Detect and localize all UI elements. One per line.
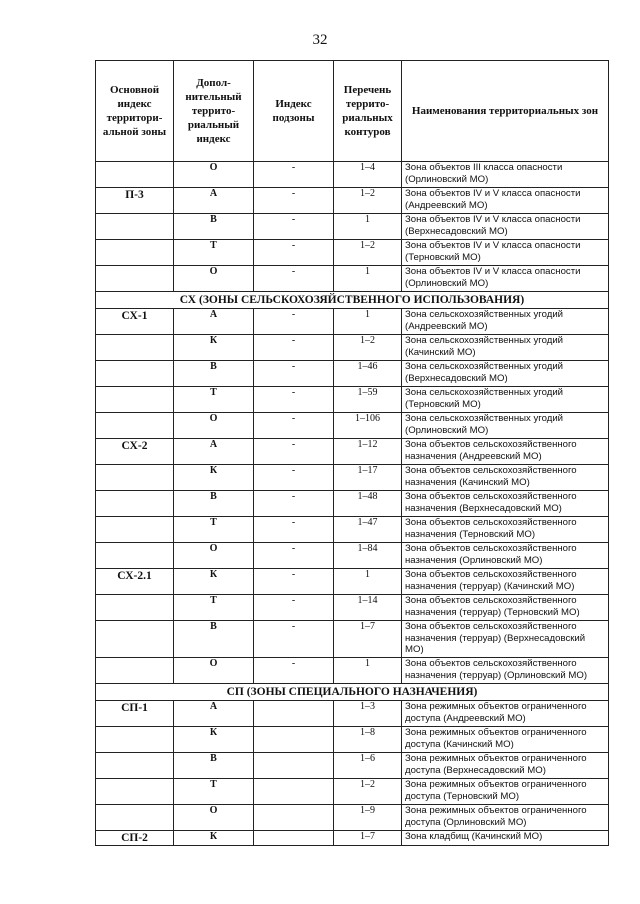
main-index-cell: СП-1 (96, 701, 174, 727)
table-body (96, 162, 609, 846)
subzone-cell: - (254, 335, 334, 361)
main-index-cell (96, 658, 174, 684)
subzone-cell (254, 701, 334, 727)
subzone-cell (254, 727, 334, 753)
table-row (96, 361, 609, 387)
subzone-cell: - (254, 595, 334, 621)
main-index-cell (96, 240, 174, 266)
table-row (96, 831, 609, 846)
contours-cell: 1–4 (334, 162, 402, 188)
subzone-cell: - (254, 309, 334, 335)
header-contours: Перечень террито-риальных контуров (334, 61, 402, 162)
zone-name-cell: Зона объектов IV и V класса опасности (Андреевский МО) (402, 188, 609, 214)
zone-name-cell: Зона сельскохозяйственных угодий (Терновский МО) (402, 387, 609, 413)
table-row (96, 413, 609, 439)
main-index-cell (96, 621, 174, 658)
main-index-cell (96, 162, 174, 188)
zone-name-cell: Зона сельскохозяйственных угодий (Орлиновский МО) (402, 413, 609, 439)
table-row (96, 701, 609, 727)
extra-index-cell: О (174, 543, 254, 569)
subzone-cell: - (254, 387, 334, 413)
zone-name-cell: Зона объектов IV и V класса опасности (Верхнесадовский МО) (402, 214, 609, 240)
section-row (96, 684, 609, 701)
contours-cell: 1–7 (334, 831, 402, 846)
subzone-cell: - (254, 439, 334, 465)
table-row (96, 805, 609, 831)
table-row (96, 439, 609, 465)
contours-cell: 1 (334, 658, 402, 684)
main-index-cell (96, 779, 174, 805)
contours-cell: 1 (334, 309, 402, 335)
contours-cell: 1–2 (334, 779, 402, 805)
extra-index-cell: Т (174, 240, 254, 266)
contours-cell: 1–46 (334, 361, 402, 387)
table-row (96, 266, 609, 292)
subzone-cell: - (254, 517, 334, 543)
contours-cell: 1–7 (334, 621, 402, 658)
main-index-cell (96, 361, 174, 387)
table-header-row (96, 61, 609, 162)
main-index-cell (96, 387, 174, 413)
extra-index-cell: Т (174, 779, 254, 805)
table-row (96, 309, 609, 335)
zone-name-cell: Зона режимных объектов ограниченного доступа (Орлиновский МО) (402, 805, 609, 831)
table-row (96, 658, 609, 684)
zone-name-cell: Зона объектов сельскохозяйственного назначения (Качинский МО) (402, 465, 609, 491)
contours-cell: 1–8 (334, 727, 402, 753)
extra-index-cell: В (174, 361, 254, 387)
subzone-cell: - (254, 266, 334, 292)
subzone-cell: - (254, 465, 334, 491)
main-index-cell: СП-2 (96, 831, 174, 846)
main-index-cell (96, 727, 174, 753)
extra-index-cell: А (174, 701, 254, 727)
table-row (96, 240, 609, 266)
zone-name-cell: Зона сельскохозяйственных угодий (Качинский МО) (402, 335, 609, 361)
main-index-cell: П-3 (96, 188, 174, 214)
main-index-cell (96, 214, 174, 240)
header-subzone-index: Индекс подзоны (254, 61, 334, 162)
main-index-cell (96, 266, 174, 292)
contours-cell: 1–47 (334, 517, 402, 543)
header-names: Наименования территориальных зон (402, 61, 609, 162)
main-index-cell (96, 517, 174, 543)
table-row (96, 727, 609, 753)
extra-index-cell: О (174, 266, 254, 292)
table-row (96, 779, 609, 805)
main-index-cell: СХ-1 (96, 309, 174, 335)
main-index-cell (96, 753, 174, 779)
zone-name-cell: Зона режимных объектов ограниченного доступа (Верхнесадовский МО) (402, 753, 609, 779)
table-row (96, 595, 609, 621)
subzone-cell: - (254, 188, 334, 214)
zone-name-cell: Зона объектов сельскохозяйственного назначения (Терновский МО) (402, 517, 609, 543)
main-index-cell (96, 335, 174, 361)
subzone-cell: - (254, 658, 334, 684)
table-row (96, 621, 609, 658)
table-row (96, 753, 609, 779)
zone-name-cell: Зона сельскохозяйственных угодий (Верхнесадовский МО) (402, 361, 609, 387)
zone-name-cell: Зона объектов сельскохозяйственного назначения (Верхнесадовский МО) (402, 491, 609, 517)
extra-index-cell: А (174, 188, 254, 214)
section-title: СП (ЗОНЫ СПЕЦИАЛЬНОГО НАЗНАЧЕНИЯ) (96, 684, 609, 701)
extra-index-cell: Т (174, 517, 254, 543)
table-row (96, 214, 609, 240)
extra-index-cell: К (174, 465, 254, 491)
extra-index-cell: К (174, 569, 254, 595)
zone-name-cell: Зона объектов сельскохозяйственного назначения (терруар) (Качинский МО) (402, 569, 609, 595)
contours-cell: 1 (334, 266, 402, 292)
zone-name-cell: Зона кладбищ (Качинский МО) (402, 831, 609, 846)
section-row (96, 292, 609, 309)
main-index-cell: СХ-2 (96, 439, 174, 465)
contours-cell: 1–106 (334, 413, 402, 439)
table-row (96, 188, 609, 214)
extra-index-cell: Т (174, 595, 254, 621)
extra-index-cell: О (174, 805, 254, 831)
main-index-cell (96, 543, 174, 569)
subzone-cell (254, 805, 334, 831)
header-extra-index: Допол-нительный террито-риальный индекс (174, 61, 254, 162)
subzone-cell: - (254, 621, 334, 658)
subzone-cell (254, 753, 334, 779)
extra-index-cell: О (174, 162, 254, 188)
page-number: 32 (312, 32, 328, 48)
table-row (96, 162, 609, 188)
zone-name-cell: Зона объектов сельскохозяйственного назначения (Орлиновский МО) (402, 543, 609, 569)
table-row (96, 335, 609, 361)
table-row (96, 387, 609, 413)
section-title: СХ (ЗОНЫ СЕЛЬСКОХОЗЯЙСТВЕННОГО ИСПОЛЬЗОВАНИЯ) (96, 292, 609, 309)
main-index-cell (96, 491, 174, 517)
subzone-cell: - (254, 361, 334, 387)
extra-index-cell: В (174, 621, 254, 658)
contours-cell: 1–3 (334, 701, 402, 727)
zone-name-cell: Зона режимных объектов ограниченного доступа (Качинский МО) (402, 727, 609, 753)
zone-name-cell: Зона объектов сельскохозяйственного назначения (Андреевский МО) (402, 439, 609, 465)
subzone-cell (254, 831, 334, 846)
contours-cell: 1–14 (334, 595, 402, 621)
contours-cell: 1–2 (334, 335, 402, 361)
contours-cell: 1–17 (334, 465, 402, 491)
contours-cell: 1–2 (334, 240, 402, 266)
extra-index-cell: В (174, 491, 254, 517)
contours-cell: 1–9 (334, 805, 402, 831)
table-row (96, 465, 609, 491)
main-index-cell (96, 413, 174, 439)
subzone-cell: - (254, 162, 334, 188)
contours-cell: 1 (334, 214, 402, 240)
main-index-cell (96, 465, 174, 491)
zone-name-cell: Зона режимных объектов ограниченного доступа (Терновский МО) (402, 779, 609, 805)
header-main-index: Основной индекс территори-альной зоны (96, 61, 174, 162)
subzone-cell: - (254, 413, 334, 439)
contours-cell: 1–6 (334, 753, 402, 779)
extra-index-cell: А (174, 309, 254, 335)
subzone-cell: - (254, 569, 334, 595)
subzone-cell: - (254, 240, 334, 266)
subzone-cell (254, 779, 334, 805)
extra-index-cell: К (174, 335, 254, 361)
zone-name-cell: Зона объектов сельскохозяйственного назначения (терруар) (Верхнесадовский МО) (402, 621, 609, 658)
main-index-cell (96, 805, 174, 831)
contours-cell: 1–48 (334, 491, 402, 517)
zone-name-cell: Зона объектов III класса опасности (Орлиновский МО) (402, 162, 609, 188)
extra-index-cell: К (174, 831, 254, 846)
zone-name-cell: Зона объектов IV и V класса опасности (Терновский МО) (402, 240, 609, 266)
extra-index-cell: В (174, 214, 254, 240)
extra-index-cell: А (174, 439, 254, 465)
subzone-cell: - (254, 214, 334, 240)
zone-name-cell: Зона объектов сельскохозяйственного назначения (терруар) (Терновский МО) (402, 595, 609, 621)
table-row (96, 491, 609, 517)
extra-index-cell: О (174, 413, 254, 439)
zones-table (95, 60, 609, 846)
extra-index-cell: В (174, 753, 254, 779)
table-row (96, 569, 609, 595)
table-row (96, 517, 609, 543)
extra-index-cell: О (174, 658, 254, 684)
contours-cell: 1–59 (334, 387, 402, 413)
main-index-cell (96, 595, 174, 621)
contours-cell: 1–2 (334, 188, 402, 214)
contours-cell: 1–84 (334, 543, 402, 569)
subzone-cell: - (254, 491, 334, 517)
zone-name-cell: Зона объектов сельскохозяйственного назначения (терруар) (Орлиновский МО) (402, 658, 609, 684)
zone-name-cell: Зона сельскохозяйственных угодий (Андреевский МО) (402, 309, 609, 335)
zone-name-cell: Зона объектов IV и V класса опасности (Орлиновский МО) (402, 266, 609, 292)
main-index-cell: СХ-2.1 (96, 569, 174, 595)
contours-cell: 1–12 (334, 439, 402, 465)
subzone-cell: - (254, 543, 334, 569)
table-row (96, 543, 609, 569)
zone-name-cell: Зона режимных объектов ограниченного доступа (Андреевский МО) (402, 701, 609, 727)
extra-index-cell: К (174, 727, 254, 753)
contours-cell: 1 (334, 569, 402, 595)
extra-index-cell: Т (174, 387, 254, 413)
